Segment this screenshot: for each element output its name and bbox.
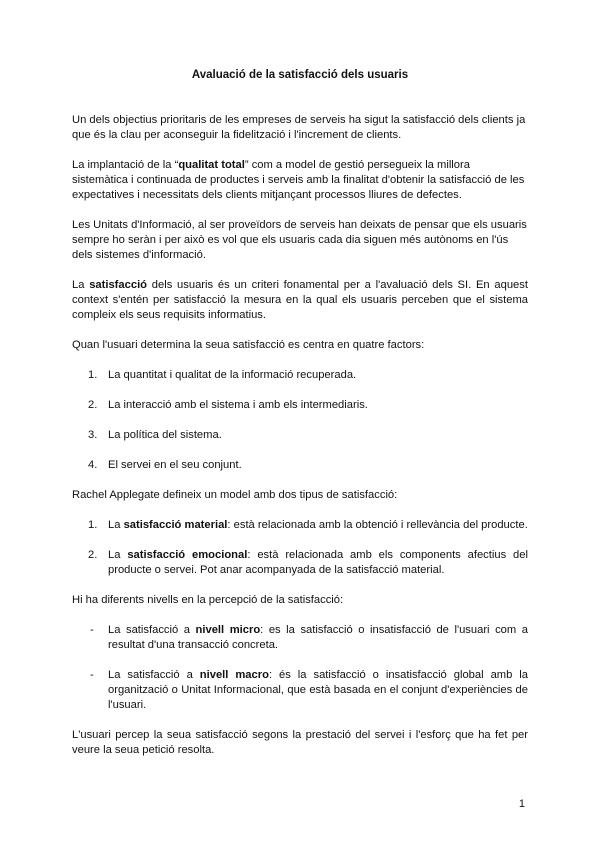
list-item [72,458,528,473]
text-span: La [72,279,90,291]
text-span: : es la satisfacció o insatisfacció de l'usuari com a resultat d'una transacció concreta. [108,624,528,651]
paragraph-information-units: Les Unitats d'Informació, al ser proveïdors de serveis han deixats de pensar que els usuaris sempre ho seràn i per això es vol que els usuaris cada dia siguen més autònoms en l'ús dels sistemes d'informació. [72,219,527,261]
list-item [72,368,528,383]
text-span: : és la satisfacció o insatisfacció global amb la organització o Unitat Informacional, que està basada en el conjunt d'experiències de l'usuari. [108,669,528,711]
page-number: 1 [518,798,525,810]
list-marker: - [90,624,94,636]
list-marker: 3. [88,429,98,441]
bold-term: satisfacció material [123,519,228,531]
list-marker: 1. [88,519,98,531]
document-title: Avaluació de la satisfacció dels usuaris [191,69,409,81]
paragraph-model-intro: Rachel Applegate defineix un model amb dos tipus de satisfacció: [72,489,398,501]
list-marker: 1. [88,369,98,381]
paragraph-total-quality [72,158,528,203]
model-list [72,518,528,578]
list-item [72,623,528,653]
text-span: La satisfacció a [108,669,200,681]
text-span: dels usuaris és un criteri fonamental per a l'avaluació dels SI. En aquest context s'entén per satisfacció la mesura en la qual els usuaris perceben que el sistema compleix els seus requisits informatius. [72,279,528,321]
list-marker: 2. [88,549,98,561]
bold-term: qualitat total [178,159,245,171]
bold-term: nivell micro [195,624,261,636]
paragraph-final: L'usuari percep la seua satisfacció segons la prestació del servei i l'esforç que ha fet per veure la seua petició resolta. [72,729,528,756]
text-span: ” com a model de gestió persegueix la millora sistemàtica i continuada de productes i serveis amb la finalitat d'obtenir la satisfacció de les expectatives i necessitats dels clients mitjançant processos lliures de defectes. [72,159,525,201]
list-marker: 2. [88,399,98,411]
bold-term: nivell macro [199,669,269,681]
list-marker: 4. [88,459,98,471]
list-item-text: El servei en el seu conjunt. [108,459,242,471]
paragraph-factors-intro: Quan l'usuari determina la seua satisfacció es centra en quatre factors: [72,339,425,351]
text-span: La satisfacció a [108,624,196,636]
text-span: : està relacionada amb la obtenció i rellevància del producte. [227,519,528,531]
text-span: La [108,549,128,561]
list-item [72,668,528,713]
text-span: : està relacionada amb els components afectius del producte o servei. Pot anar acompanyada de la satisfacció material. [108,549,528,576]
paragraph-intro: Un dels objectius prioritaris de les empreses de serveis ha sigut la satisfacció dels clients ja que és la clau per aconseguir la fidelització i l'increment de clients. [72,114,526,141]
factors-list [72,368,528,473]
list-item-text: La interacció amb el sistema i amb els intermediaris. [108,399,368,411]
list-marker: - [90,669,94,681]
list-item [72,548,528,578]
list-item [72,428,528,443]
bold-term: satisfacció emocional [127,549,248,561]
list-item [72,518,528,533]
list-item-text: La política del sistema. [108,429,222,441]
bold-term: satisfacció [89,279,148,291]
text-span: La implantació de la “ [72,159,179,171]
levels-list [72,623,528,713]
document-body [72,113,528,773]
paragraph-satisfaction [72,278,528,323]
paragraph-levels-intro: Hi ha diferents nivells en la percepció de la satisfacció: [72,594,344,606]
list-item [72,398,528,413]
text-span: La [108,519,124,531]
list-item-text: La quantitat i qualitat de la informació recuperada. [108,369,357,381]
